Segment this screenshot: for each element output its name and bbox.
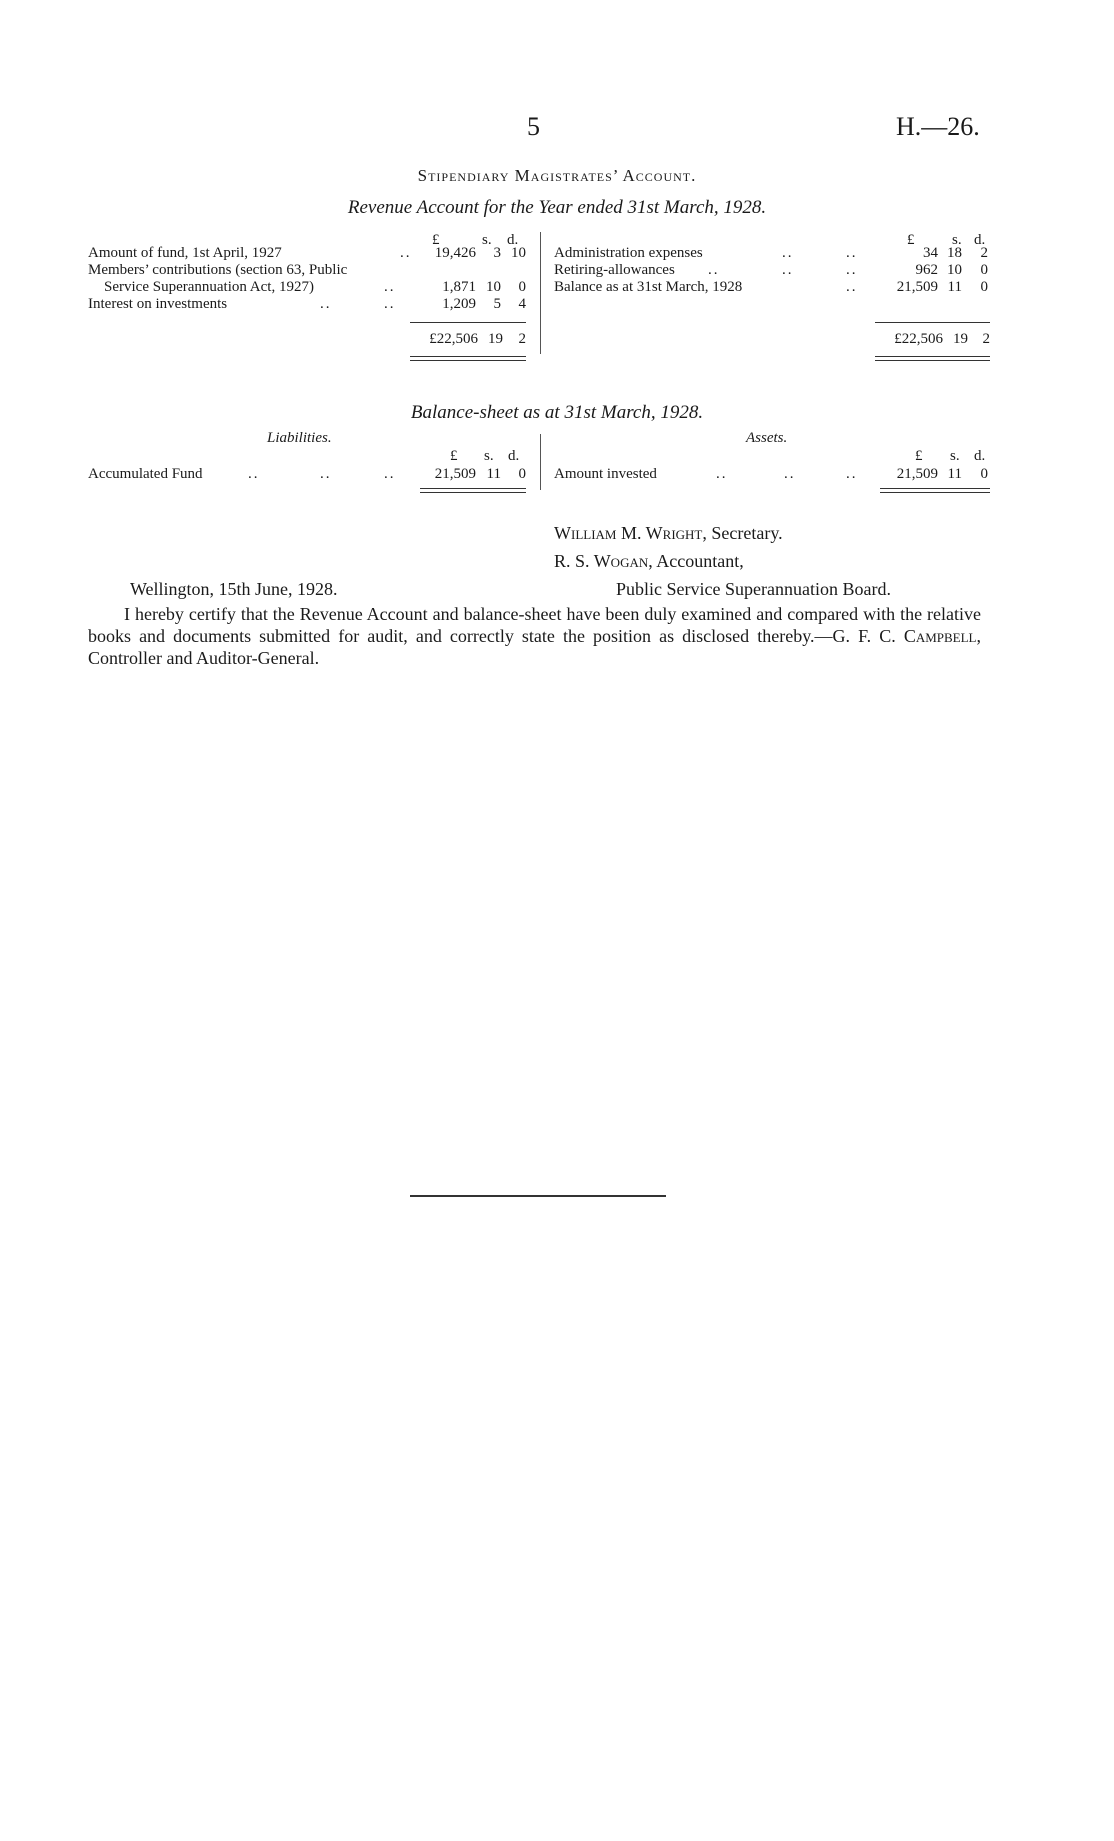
revenue-divider — [540, 232, 541, 354]
secretary-title: , Secretary. — [702, 523, 783, 543]
revenue-right-head-pounds: £ — [907, 232, 915, 248]
document-reference: H.—26. — [896, 112, 980, 141]
table-row — [88, 262, 528, 279]
pounds-value: 21,509 — [896, 279, 938, 295]
accountant-title: , Accountant, — [648, 551, 744, 571]
certificate-text: I hereby certify that the Revenue Account and balance-sheet have been duly examined and compared with the relative books and documents submitted for audit, and correctly state the position as disclosed thereby.—G. F. C. — [88, 604, 981, 646]
leader-dots: .. — [846, 466, 858, 482]
table-row — [554, 262, 990, 279]
shillings-value: 11 — [486, 466, 501, 482]
right-total — [875, 331, 990, 349]
row-label: Administration expenses — [554, 245, 703, 261]
secretary-signature — [554, 523, 783, 544]
accountant-name: R. S. Wogan — [554, 551, 649, 571]
balance-divider — [540, 434, 541, 490]
secretary-name: William M. Wright — [554, 523, 703, 543]
total-pence: 2 — [982, 331, 990, 347]
leader-dots: .. — [320, 466, 332, 482]
table-row — [554, 245, 990, 262]
account-title: Stipendiary Magistrates’ Account. — [417, 166, 697, 185]
balance-right-head-pounds: £ — [915, 448, 923, 464]
audit-certificate — [88, 603, 981, 669]
shillings-value: 18 — [947, 245, 962, 261]
shillings-value: 11 — [947, 279, 962, 295]
pence-value: 10 — [511, 245, 526, 261]
balance-right-double-rule — [880, 488, 990, 493]
leader-dots: .. — [782, 262, 794, 278]
leader-dots: .. — [716, 466, 728, 482]
pounds-value: 1,871 — [442, 279, 476, 295]
leader-dots: .. — [708, 262, 720, 278]
row-label: Balance as at 31st March, 1928 — [554, 279, 743, 295]
left-total-double-rule — [410, 356, 526, 361]
pence-value: 0 — [518, 279, 526, 295]
left-total — [410, 331, 526, 349]
pounds-value: 1,209 — [442, 296, 476, 312]
revenue-left-head-pounds: £ — [432, 232, 440, 248]
row-label: Interest on investments — [88, 296, 228, 312]
right-subtotal-rule — [875, 322, 990, 323]
balance-right-head-pence: d. — [974, 448, 986, 464]
row-label: Accumulated Fund — [88, 466, 203, 482]
pounds-value: 19,426 — [434, 245, 476, 261]
row-label: Amount invested — [554, 466, 657, 482]
shillings-value: 11 — [947, 466, 962, 482]
revenue-right-table — [554, 245, 990, 296]
shillings-value: 5 — [493, 296, 501, 312]
liabilities-heading: Liabilities. — [267, 430, 332, 446]
row-label: Amount of fund, 1st April, 1927 — [88, 245, 282, 261]
leader-dots: .. — [846, 262, 858, 278]
balance-right-head-shillings: s. — [950, 448, 960, 464]
leader-dots: .. — [784, 466, 796, 482]
row-label: Retiring-allowances — [554, 262, 675, 278]
total-pounds: £22,506 — [429, 331, 478, 347]
pence-value: 0 — [518, 466, 526, 482]
shillings-value: 10 — [947, 262, 962, 278]
end-rule — [410, 1195, 666, 1197]
table-row — [554, 279, 990, 296]
revenue-right-head-shillings: s. — [952, 232, 962, 248]
leader-dots: .. — [782, 245, 794, 261]
leader-dots: .. — [846, 279, 858, 295]
pounds-value: 21,509 — [896, 466, 938, 482]
revenue-account-subtitle: Revenue Account for the Year ended 31st March, 1928. — [347, 197, 767, 218]
assets-heading: Assets. — [746, 430, 788, 446]
left-subtotal-rule — [410, 322, 526, 323]
total-pence: 2 — [518, 331, 526, 347]
balance-right-row — [554, 466, 990, 483]
balance-left-head-pence: d. — [508, 448, 520, 464]
leader-dots: .. — [846, 245, 858, 261]
leader-dots: .. — [320, 296, 332, 312]
pence-value: 0 — [980, 279, 988, 295]
total-shillings: 19 — [953, 331, 968, 347]
table-row — [88, 245, 528, 262]
shillings-value: 3 — [493, 245, 501, 261]
balance-left-row — [88, 466, 528, 483]
table-row — [88, 279, 528, 296]
leader-dots: .. — [384, 296, 396, 312]
place-and-date: Wellington, 15th June, 1928. — [130, 579, 338, 599]
leader-dots: .. — [384, 466, 396, 482]
accountant-signature — [554, 551, 744, 572]
table-row — [88, 296, 528, 313]
shillings-value: 10 — [486, 279, 501, 295]
pence-value: 0 — [980, 466, 988, 482]
row-label: Service Superannuation Act, 1927) — [104, 279, 314, 295]
board-name: Public Service Superannuation Board. — [616, 579, 891, 599]
balance-left-head-shillings: s. — [484, 448, 494, 464]
leader-dots: .. — [400, 245, 412, 261]
pence-value: 2 — [980, 245, 988, 261]
leader-dots: .. — [248, 466, 260, 482]
auditor-name: Campbell — [903, 626, 977, 646]
total-shillings: 19 — [488, 331, 503, 347]
pence-value: 4 — [518, 296, 526, 312]
row-label: Members’ contributions (section 63, Public — [88, 262, 348, 278]
revenue-left-head-pence: d. — [507, 232, 519, 248]
pounds-value: 962 — [915, 262, 938, 278]
pence-value: 0 — [980, 262, 988, 278]
pounds-value: 34 — [923, 245, 938, 261]
revenue-left-head-shillings: s. — [482, 232, 492, 248]
page-number: 5 — [527, 112, 540, 141]
revenue-left-table — [88, 245, 528, 313]
auditor-title: , Controller and Auditor-General. — [88, 626, 981, 668]
right-total-double-rule — [875, 356, 990, 361]
total-pounds: £22,506 — [894, 331, 943, 347]
balance-left-double-rule — [420, 488, 526, 493]
balance-left-head-pounds: £ — [450, 448, 458, 464]
balance-sheet-subtitle: Balance-sheet as at 31st March, 1928. — [410, 402, 704, 423]
leader-dots: .. — [384, 279, 396, 295]
revenue-right-head-pence: d. — [974, 232, 986, 248]
pounds-value: 21,509 — [434, 466, 476, 482]
